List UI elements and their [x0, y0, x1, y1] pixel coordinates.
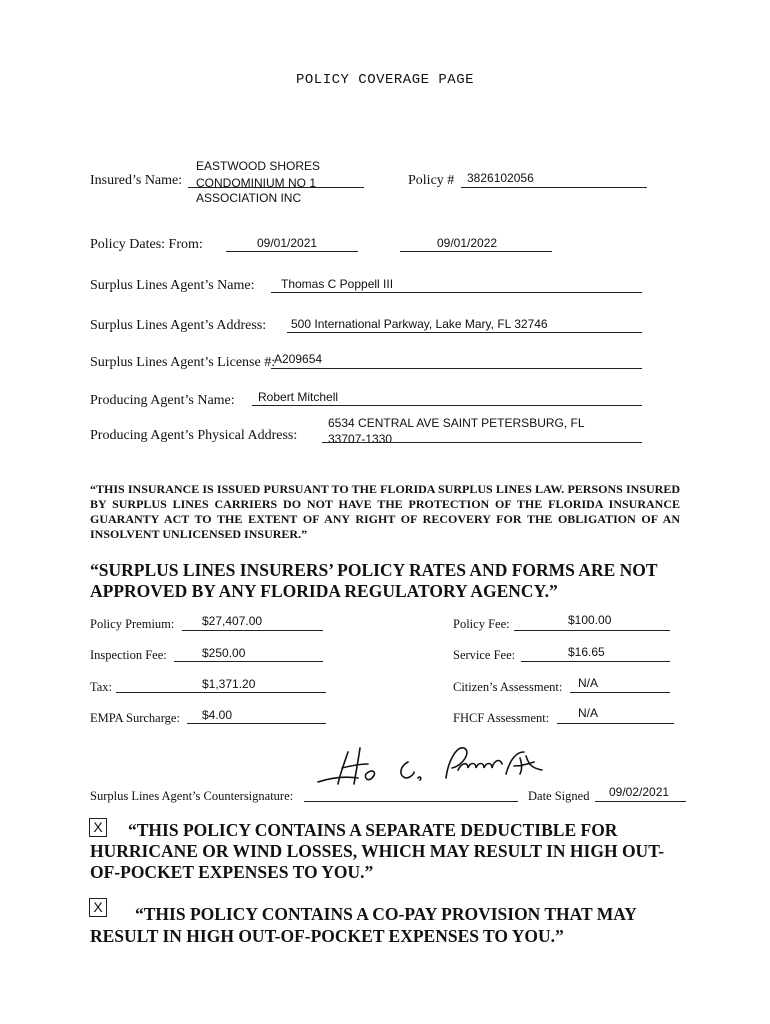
policy-fee-label: Policy Fee: [453, 617, 510, 631]
rates-notice-line1: “SURPLUS LINES INSURERS’ POLICY RATES AND FORMS ARE NOT [90, 560, 658, 580]
fhcf-assessment-field[interactable] [557, 723, 674, 724]
date-signed-value: 09/02/2021 [609, 785, 670, 799]
insured-name-line3: ASSOCIATION INC [196, 191, 302, 205]
countersignature-field[interactable] [304, 801, 518, 802]
date-signed-field[interactable] [595, 801, 686, 802]
agent-address-label: Surplus Lines Agent’s Address: [90, 318, 267, 333]
producing-agent-name-label: Producing Agent’s Name: [90, 393, 235, 408]
producing-agent-address-line1: 6534 CENTRAL AVE SAINT PETERSBURG, FL [328, 416, 585, 430]
producing-agent-address-line2: 33707-1330 [328, 432, 393, 446]
policy-date-from-field[interactable] [226, 251, 358, 252]
policy-date-to: 09/01/2022 [437, 236, 498, 250]
insured-name-label: Insured’s Name: [90, 173, 183, 188]
hurricane-notice-line2: HURRICANE OR WIND LOSSES, WHICH MAY RESULT IN HIGH OUT- [90, 841, 665, 861]
policy-dates-label: Policy Dates: From: [90, 237, 203, 252]
policy-number-field[interactable] [461, 187, 647, 188]
rates-notice-line2: APPROVED BY ANY FLORIDA REGULATORY AGENCY.” [90, 581, 558, 601]
producing-agent-name-value: Robert Mitchell [258, 390, 339, 404]
inspection-fee-field[interactable] [174, 661, 323, 662]
tax-field[interactable] [116, 692, 326, 693]
date-signed-label: Date Signed [528, 789, 590, 803]
hurricane-deductible-checkbox[interactable]: X [89, 818, 107, 837]
citizens-assessment-value: N/A [578, 676, 599, 690]
service-fee-value: $16.65 [568, 645, 605, 659]
surplus-lines-law-notice: “THIS INSURANCE IS ISSUED PURSUANT TO THE FLORIDA SURPLUS LINES LAW. PERSONS INSURED BY SURPLUS LINES CARRIERS DO NOT HAVE THE PROTECTION OF THE FLORIDA INSURANCE GUARANTY ACT TO THE EXTENT OF ANY RIGHT OF RECOVERY FOR THE OBLIGATION OF AN INSOLVENT UNLICENSED INSURER.” [90, 482, 680, 541]
hurricane-notice-line1: “THIS POLICY CONTAINS A SEPARATE DEDUCTIBLE FOR [128, 820, 618, 840]
agent-name-field[interactable] [271, 292, 642, 293]
countersignature-label: Surplus Lines Agent’s Countersignature: [90, 789, 294, 803]
policy-date-from: 09/01/2021 [257, 236, 318, 250]
producing-agent-address-field[interactable] [322, 442, 642, 443]
empa-surcharge-label: EMPA Surcharge: [90, 711, 180, 725]
empa-surcharge-value: $4.00 [202, 708, 233, 722]
citizens-assessment-label: Citizen’s Assessment: [453, 680, 563, 694]
hurricane-notice-line3: OF-POCKET EXPENSES TO YOU.” [90, 862, 374, 882]
producing-agent-address-label: Producing Agent’s Physical Address: [90, 428, 298, 443]
insured-name-field[interactable] [188, 187, 364, 188]
agent-address-value: 500 International Parkway, Lake Mary, FL 32746 [291, 317, 548, 331]
policy-fee-field[interactable] [514, 630, 670, 631]
fhcf-assessment-label: FHCF Assessment: [453, 711, 550, 725]
copay-notice-line2: RESULT IN HIGH OUT-OF-POCKET EXPENSES TO YOU.” [90, 926, 564, 946]
producing-agent-name-field[interactable] [252, 405, 642, 406]
inspection-fee-label: Inspection Fee: [90, 648, 167, 662]
inspection-fee-value: $250.00 [202, 646, 246, 660]
fhcf-assessment-value: N/A [578, 706, 599, 720]
agent-license-label: Surplus Lines Agent’s License #: [90, 355, 276, 370]
service-fee-field[interactable] [521, 661, 670, 662]
citizens-assessment-field[interactable] [570, 692, 670, 693]
agent-name-value: Thomas C Poppell III [281, 277, 394, 291]
policy-fee-value: $100.00 [568, 613, 612, 627]
policy-premium-label: Policy Premium: [90, 617, 175, 631]
handwritten-signature [310, 738, 555, 798]
tax-label: Tax: [90, 680, 113, 694]
policy-number-label: Policy # [408, 173, 455, 188]
agent-address-field[interactable] [287, 332, 642, 333]
policy-premium-field[interactable] [182, 630, 323, 631]
insured-name-line1: EASTWOOD SHORES [196, 159, 321, 173]
policy-date-to-field[interactable] [400, 251, 552, 252]
policy-premium-value: $27,407.00 [202, 614, 263, 628]
copay-notice-line1: “THIS POLICY CONTAINS A CO-PAY PROVISION THAT MAY [135, 904, 637, 924]
page-title: POLICY COVERAGE PAGE [295, 72, 475, 88]
policy-number-value: 3826102056 [467, 171, 534, 185]
insured-name-line2: CONDOMINIUM NO 1 [196, 176, 316, 190]
agent-license-value: A209654 [274, 352, 323, 366]
empa-surcharge-field[interactable] [187, 723, 326, 724]
service-fee-label: Service Fee: [453, 648, 516, 662]
tax-value: $1,371.20 [202, 677, 256, 691]
agent-license-field[interactable] [271, 368, 642, 369]
copay-provision-checkbox[interactable]: X [89, 898, 107, 917]
agent-name-label: Surplus Lines Agent’s Name: [90, 278, 255, 293]
